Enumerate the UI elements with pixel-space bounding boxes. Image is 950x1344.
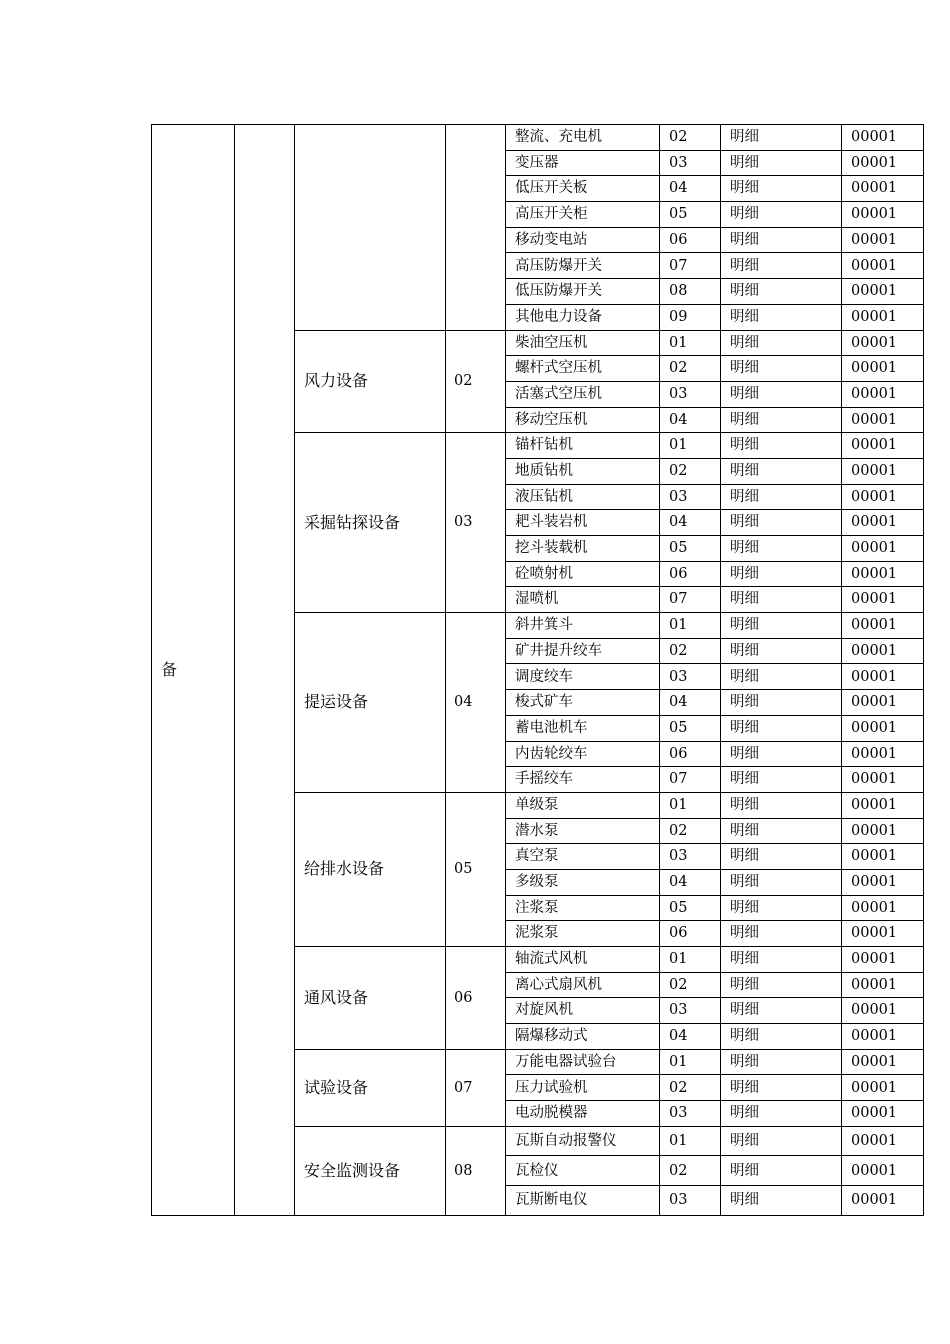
category-name-cell: 给排水设备 bbox=[295, 792, 446, 946]
category-code-cell: 08 bbox=[446, 1126, 506, 1215]
detail-level-cell: 明细 bbox=[721, 895, 842, 921]
value-cell: 00001 bbox=[842, 1126, 924, 1156]
value-cell: 00001 bbox=[842, 921, 924, 947]
category-code-cell bbox=[446, 125, 506, 331]
item-name-cell: 内齿轮绞车 bbox=[506, 741, 660, 767]
detail-level-cell: 明细 bbox=[721, 690, 842, 716]
detail-level-cell: 明细 bbox=[721, 1126, 842, 1156]
item-name-cell: 手摇绞车 bbox=[506, 767, 660, 793]
value-cell: 00001 bbox=[842, 1101, 924, 1127]
value-cell: 00001 bbox=[842, 998, 924, 1024]
value-cell: 00001 bbox=[842, 150, 924, 176]
detail-level-cell: 明细 bbox=[721, 407, 842, 433]
detail-level-cell: 明细 bbox=[721, 1049, 842, 1075]
item-code-cell: 01 bbox=[660, 330, 721, 356]
item-code-cell: 01 bbox=[660, 792, 721, 818]
item-name-cell: 多级泵 bbox=[506, 869, 660, 895]
detail-level-cell: 明细 bbox=[721, 202, 842, 228]
detail-level-cell: 明细 bbox=[721, 972, 842, 998]
value-cell: 00001 bbox=[842, 587, 924, 613]
item-code-cell: 02 bbox=[660, 1156, 721, 1186]
item-name-cell: 其他电力设备 bbox=[506, 304, 660, 330]
value-cell: 00001 bbox=[842, 767, 924, 793]
detail-level-cell: 明细 bbox=[721, 921, 842, 947]
value-cell: 00001 bbox=[842, 510, 924, 536]
item-code-cell: 02 bbox=[660, 638, 721, 664]
category-code-cell: 04 bbox=[446, 613, 506, 793]
category-name-cell: 安全监测设备 bbox=[295, 1126, 446, 1215]
item-code-cell: 05 bbox=[660, 202, 721, 228]
item-name-cell: 低压开关板 bbox=[506, 176, 660, 202]
item-name-cell: 瓦斯断电仪 bbox=[506, 1186, 660, 1216]
detail-level-cell: 明细 bbox=[721, 844, 842, 870]
value-cell: 00001 bbox=[842, 202, 924, 228]
item-name-cell: 调度绞车 bbox=[506, 664, 660, 690]
detail-level-cell: 明细 bbox=[721, 947, 842, 973]
detail-level-cell: 明细 bbox=[721, 484, 842, 510]
detail-level-cell: 明细 bbox=[721, 715, 842, 741]
detail-level-cell: 明细 bbox=[721, 510, 842, 536]
value-cell: 00001 bbox=[842, 304, 924, 330]
detail-level-cell: 明细 bbox=[721, 1101, 842, 1127]
detail-level-cell: 明细 bbox=[721, 125, 842, 151]
item-name-cell: 高压开关柜 bbox=[506, 202, 660, 228]
item-code-cell: 03 bbox=[660, 484, 721, 510]
detail-level-cell: 明细 bbox=[721, 1186, 842, 1216]
item-name-cell: 轴流式风机 bbox=[506, 947, 660, 973]
category-name-cell: 提运设备 bbox=[295, 613, 446, 793]
detail-level-cell: 明细 bbox=[721, 433, 842, 459]
detail-level-cell: 明细 bbox=[721, 767, 842, 793]
item-code-cell: 02 bbox=[660, 972, 721, 998]
item-code-cell: 02 bbox=[660, 1075, 721, 1101]
category-code-cell: 07 bbox=[446, 1049, 506, 1126]
category-code-cell: 02 bbox=[446, 330, 506, 433]
item-name-cell: 地质钻机 bbox=[506, 458, 660, 484]
detail-level-cell: 明细 bbox=[721, 150, 842, 176]
item-code-cell: 02 bbox=[660, 818, 721, 844]
item-code-cell: 01 bbox=[660, 433, 721, 459]
item-name-cell: 真空泵 bbox=[506, 844, 660, 870]
category-name-cell: 风力设备 bbox=[295, 330, 446, 433]
detail-level-cell: 明细 bbox=[721, 356, 842, 382]
item-name-cell: 矿井提升绞车 bbox=[506, 638, 660, 664]
item-code-cell: 03 bbox=[660, 1101, 721, 1127]
item-code-cell: 07 bbox=[660, 767, 721, 793]
item-name-cell: 注浆泵 bbox=[506, 895, 660, 921]
value-cell: 00001 bbox=[842, 844, 924, 870]
item-name-cell: 潜水泵 bbox=[506, 818, 660, 844]
value-cell: 00001 bbox=[842, 561, 924, 587]
outer-category-cell: 备 bbox=[152, 125, 235, 1216]
item-code-cell: 04 bbox=[660, 176, 721, 202]
item-code-cell: 01 bbox=[660, 1049, 721, 1075]
value-cell: 00001 bbox=[842, 690, 924, 716]
item-code-cell: 04 bbox=[660, 690, 721, 716]
item-code-cell: 02 bbox=[660, 458, 721, 484]
detail-level-cell: 明细 bbox=[721, 227, 842, 253]
detail-level-cell: 明细 bbox=[721, 381, 842, 407]
item-name-cell: 整流、充电机 bbox=[506, 125, 660, 151]
item-code-cell: 01 bbox=[660, 613, 721, 639]
item-code-cell: 03 bbox=[660, 844, 721, 870]
value-cell: 00001 bbox=[842, 227, 924, 253]
detail-level-cell: 明细 bbox=[721, 818, 842, 844]
value-cell: 00001 bbox=[842, 1024, 924, 1050]
detail-level-cell: 明细 bbox=[721, 613, 842, 639]
detail-level-cell: 明细 bbox=[721, 587, 842, 613]
table-row bbox=[152, 125, 924, 151]
item-code-cell: 05 bbox=[660, 895, 721, 921]
item-name-cell: 瓦检仪 bbox=[506, 1156, 660, 1186]
value-cell: 00001 bbox=[842, 407, 924, 433]
detail-level-cell: 明细 bbox=[721, 998, 842, 1024]
item-name-cell: 万能电器试验台 bbox=[506, 1049, 660, 1075]
category-name-cell bbox=[295, 125, 446, 331]
item-code-cell: 04 bbox=[660, 407, 721, 433]
detail-level-cell: 明细 bbox=[721, 1156, 842, 1186]
item-name-cell: 蓄电池机车 bbox=[506, 715, 660, 741]
detail-level-cell: 明细 bbox=[721, 304, 842, 330]
detail-level-cell: 明细 bbox=[721, 561, 842, 587]
item-name-cell: 电动脱模器 bbox=[506, 1101, 660, 1127]
item-name-cell: 隔爆移动式 bbox=[506, 1024, 660, 1050]
value-cell: 00001 bbox=[842, 125, 924, 151]
detail-level-cell: 明细 bbox=[721, 279, 842, 305]
item-name-cell: 耙斗装岩机 bbox=[506, 510, 660, 536]
item-name-cell: 斜井箕斗 bbox=[506, 613, 660, 639]
item-code-cell: 03 bbox=[660, 664, 721, 690]
item-name-cell: 压力试验机 bbox=[506, 1075, 660, 1101]
item-code-cell: 03 bbox=[660, 381, 721, 407]
detail-level-cell: 明细 bbox=[721, 1024, 842, 1050]
item-code-cell: 03 bbox=[660, 998, 721, 1024]
detail-level-cell: 明细 bbox=[721, 1075, 842, 1101]
item-name-cell: 单级泵 bbox=[506, 792, 660, 818]
item-name-cell: 液压钻机 bbox=[506, 484, 660, 510]
item-name-cell: 柴油空压机 bbox=[506, 330, 660, 356]
item-name-cell: 活塞式空压机 bbox=[506, 381, 660, 407]
value-cell: 00001 bbox=[842, 176, 924, 202]
value-cell: 00001 bbox=[842, 330, 924, 356]
item-name-cell: 锚杆钻机 bbox=[506, 433, 660, 459]
item-code-cell: 09 bbox=[660, 304, 721, 330]
detail-level-cell: 明细 bbox=[721, 330, 842, 356]
detail-level-cell: 明细 bbox=[721, 458, 842, 484]
category-code-cell: 06 bbox=[446, 947, 506, 1050]
value-cell: 00001 bbox=[842, 381, 924, 407]
item-code-cell: 06 bbox=[660, 741, 721, 767]
value-cell: 00001 bbox=[842, 484, 924, 510]
category-name-cell: 通风设备 bbox=[295, 947, 446, 1050]
item-name-cell: 移动变电站 bbox=[506, 227, 660, 253]
value-cell: 00001 bbox=[842, 664, 924, 690]
item-code-cell: 08 bbox=[660, 279, 721, 305]
value-cell: 00001 bbox=[842, 715, 924, 741]
equipment-code-table bbox=[151, 124, 924, 1216]
category-code-cell: 03 bbox=[446, 433, 506, 613]
item-code-cell: 07 bbox=[660, 587, 721, 613]
value-cell: 00001 bbox=[842, 895, 924, 921]
detail-level-cell: 明细 bbox=[721, 176, 842, 202]
value-cell: 00001 bbox=[842, 613, 924, 639]
value-cell: 00001 bbox=[842, 356, 924, 382]
item-name-cell: 对旋风机 bbox=[506, 998, 660, 1024]
value-cell: 00001 bbox=[842, 869, 924, 895]
category-name-cell: 试验设备 bbox=[295, 1049, 446, 1126]
item-name-cell: 变压器 bbox=[506, 150, 660, 176]
item-code-cell: 04 bbox=[660, 510, 721, 536]
value-cell: 00001 bbox=[842, 947, 924, 973]
item-name-cell: 梭式矿车 bbox=[506, 690, 660, 716]
item-code-cell: 02 bbox=[660, 125, 721, 151]
value-cell: 00001 bbox=[842, 253, 924, 279]
item-code-cell: 03 bbox=[660, 1186, 721, 1216]
item-name-cell: 低压防爆开关 bbox=[506, 279, 660, 305]
value-cell: 00001 bbox=[842, 433, 924, 459]
item-code-cell: 02 bbox=[660, 356, 721, 382]
item-name-cell: 移动空压机 bbox=[506, 407, 660, 433]
item-code-cell: 04 bbox=[660, 1024, 721, 1050]
value-cell: 00001 bbox=[842, 972, 924, 998]
item-name-cell: 瓦斯自动报警仪 bbox=[506, 1126, 660, 1156]
item-code-cell: 03 bbox=[660, 150, 721, 176]
detail-level-cell: 明细 bbox=[721, 741, 842, 767]
item-name-cell: 离心式扇风机 bbox=[506, 972, 660, 998]
value-cell: 00001 bbox=[842, 818, 924, 844]
detail-level-cell: 明细 bbox=[721, 536, 842, 562]
detail-level-cell: 明细 bbox=[721, 638, 842, 664]
item-name-cell: 砼喷射机 bbox=[506, 561, 660, 587]
detail-level-cell: 明细 bbox=[721, 869, 842, 895]
value-cell: 00001 bbox=[842, 741, 924, 767]
item-name-cell: 螺杆式空压机 bbox=[506, 356, 660, 382]
value-cell: 00001 bbox=[842, 792, 924, 818]
value-cell: 00001 bbox=[842, 1186, 924, 1216]
item-code-cell: 07 bbox=[660, 253, 721, 279]
item-code-cell: 06 bbox=[660, 561, 721, 587]
detail-level-cell: 明细 bbox=[721, 253, 842, 279]
item-name-cell: 高压防爆开关 bbox=[506, 253, 660, 279]
category-code-cell: 05 bbox=[446, 792, 506, 946]
value-cell: 00001 bbox=[842, 1075, 924, 1101]
item-code-cell: 01 bbox=[660, 947, 721, 973]
item-name-cell: 挖斗装载机 bbox=[506, 536, 660, 562]
detail-level-cell: 明细 bbox=[721, 664, 842, 690]
item-code-cell: 06 bbox=[660, 921, 721, 947]
value-cell: 00001 bbox=[842, 458, 924, 484]
value-cell: 00001 bbox=[842, 1049, 924, 1075]
detail-level-cell: 明细 bbox=[721, 792, 842, 818]
item-code-cell: 05 bbox=[660, 715, 721, 741]
value-cell: 00001 bbox=[842, 536, 924, 562]
item-code-cell: 05 bbox=[660, 536, 721, 562]
item-code-cell: 01 bbox=[660, 1126, 721, 1156]
item-code-cell: 06 bbox=[660, 227, 721, 253]
outer-code-cell bbox=[235, 125, 295, 1216]
item-code-cell: 04 bbox=[660, 869, 721, 895]
value-cell: 00001 bbox=[842, 279, 924, 305]
value-cell: 00001 bbox=[842, 1156, 924, 1186]
item-name-cell: 泥浆泵 bbox=[506, 921, 660, 947]
value-cell: 00001 bbox=[842, 638, 924, 664]
category-name-cell: 采掘钻探设备 bbox=[295, 433, 446, 613]
item-name-cell: 湿喷机 bbox=[506, 587, 660, 613]
